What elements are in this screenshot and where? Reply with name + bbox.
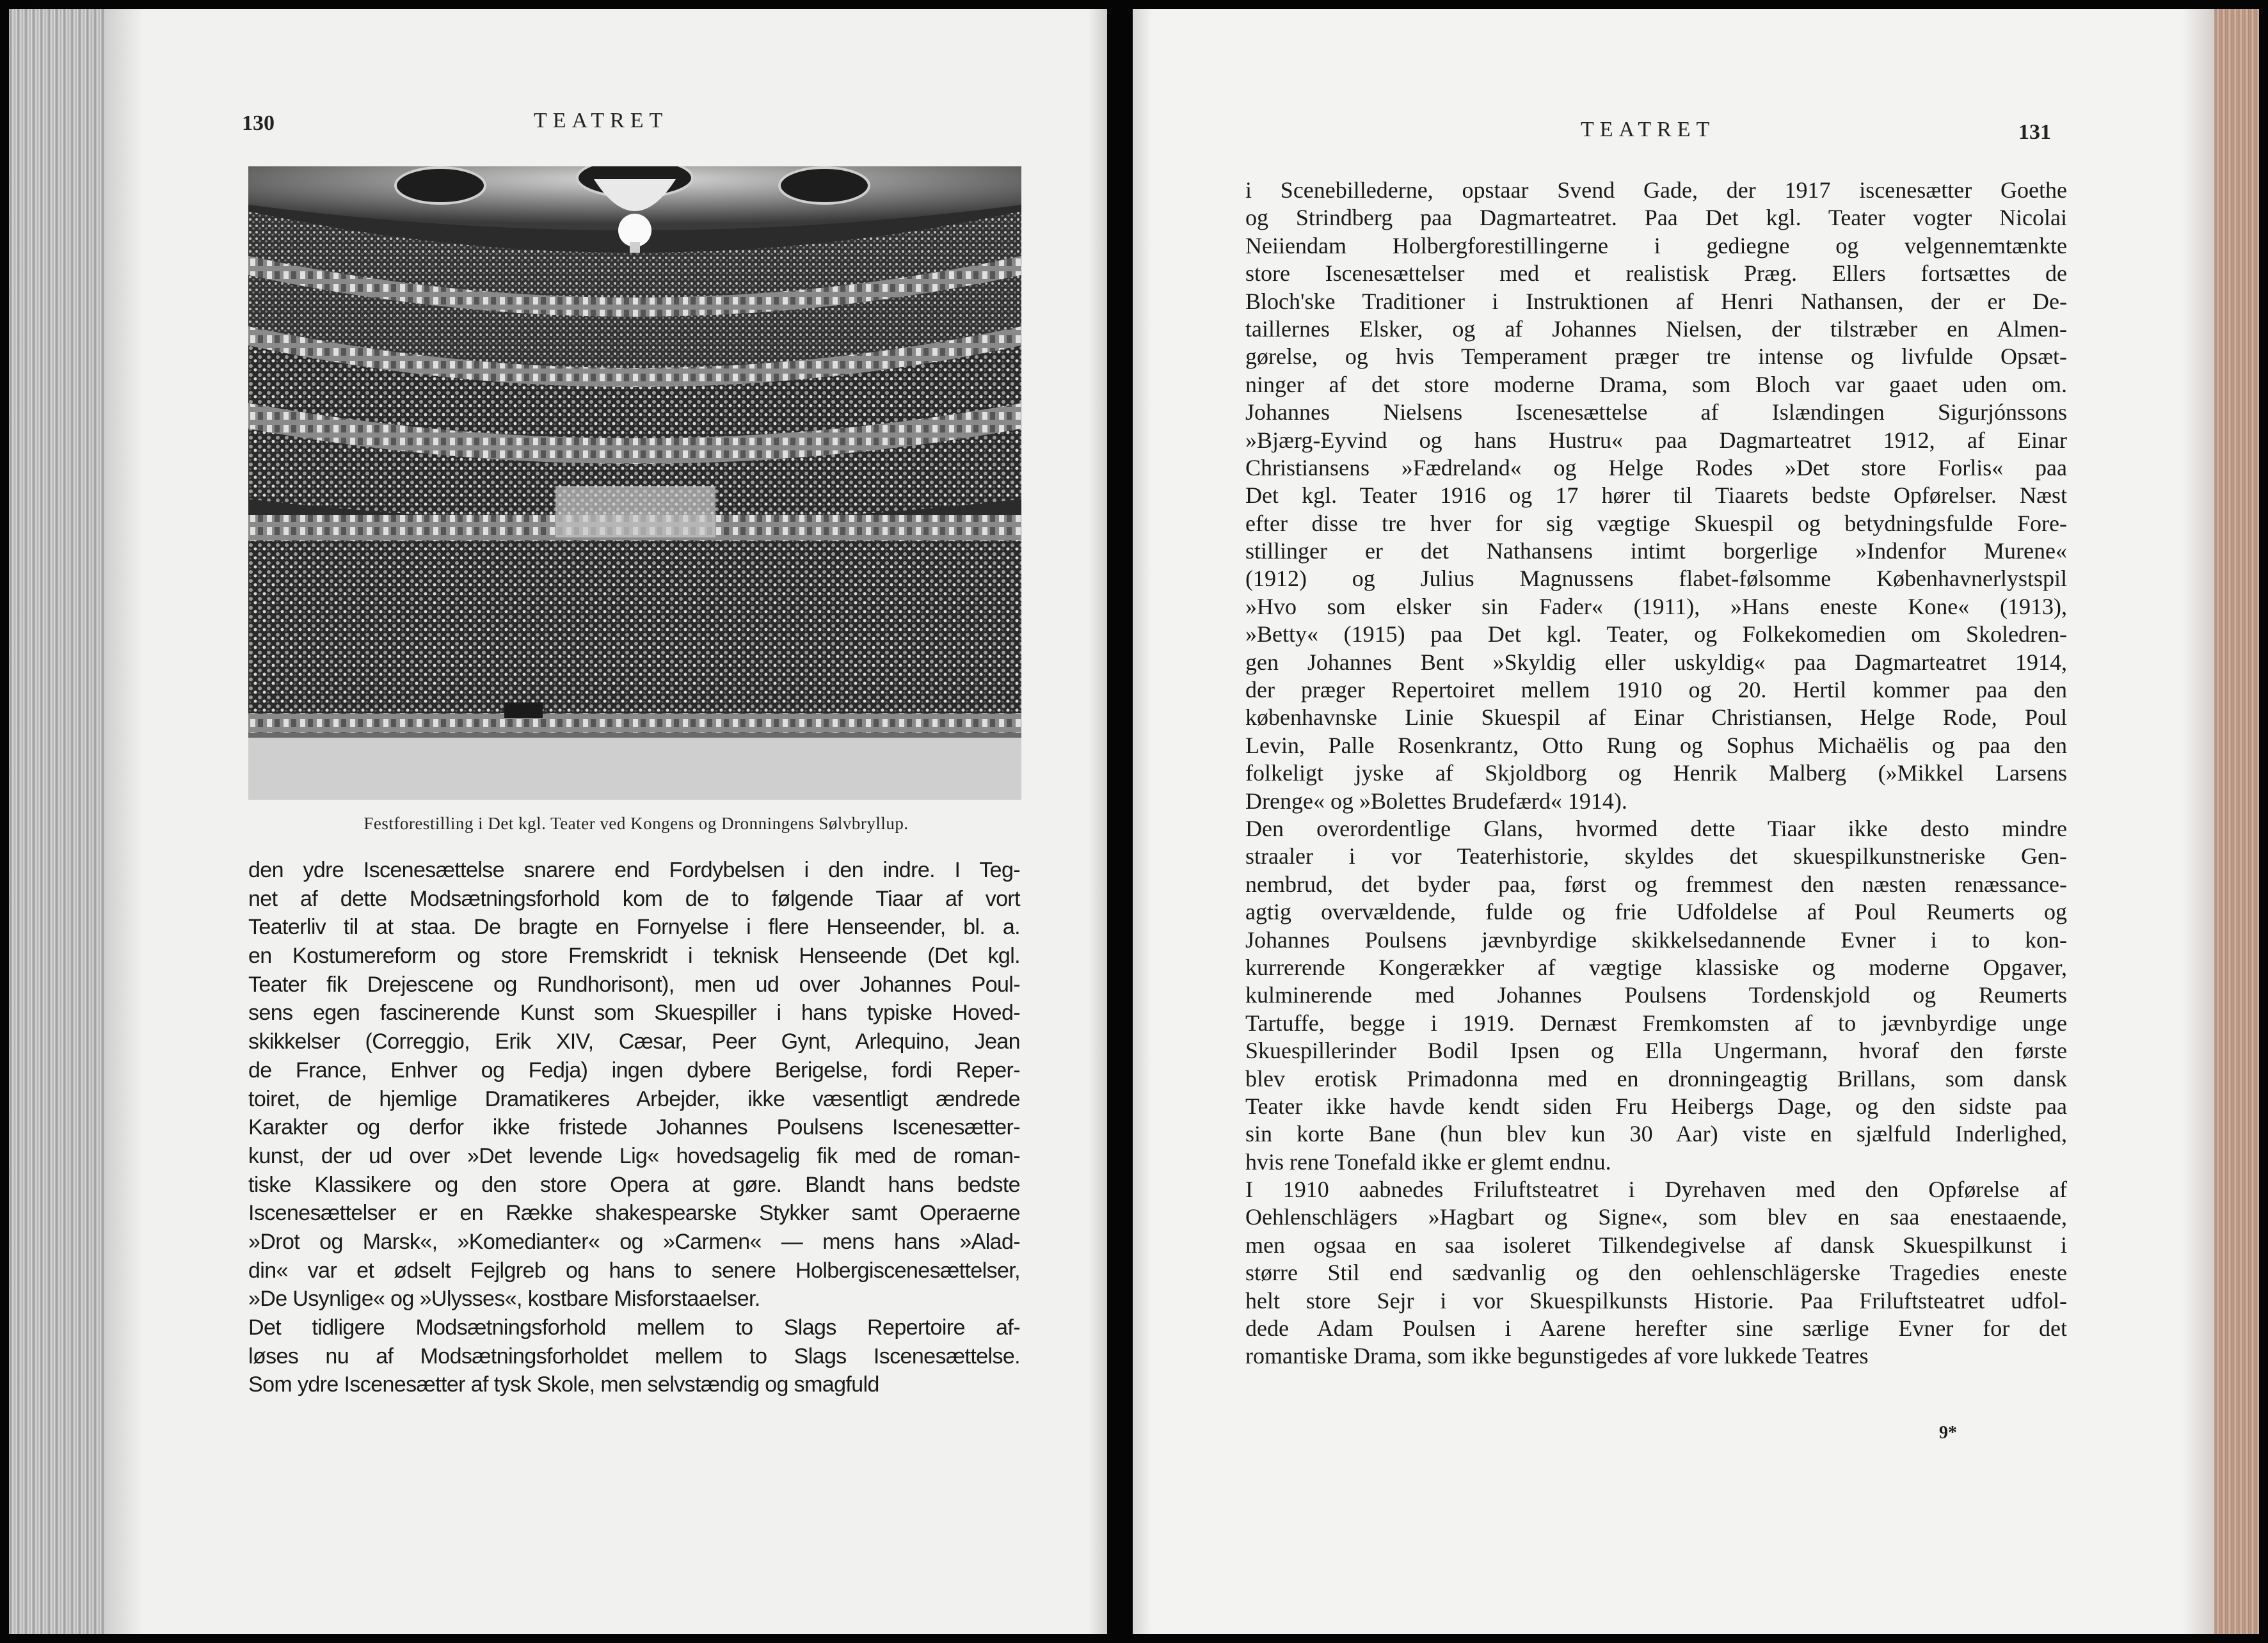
text-line: Teater ikke havde kendt siden Fru Heibergs Dage, og den sidste paa bbox=[1245, 1093, 2067, 1119]
text-line: straaler i vor Teaterhistorie, skyldes det skuespilkunstneriske Gen- bbox=[1245, 843, 2067, 869]
page-edge bbox=[2214, 9, 2259, 1634]
text-line: sens egen fascinerende Kunst som Skuespiller i hans typiske Hoved- bbox=[248, 1001, 1020, 1026]
gutter-shadow bbox=[1088, 9, 1107, 1634]
right-page bbox=[1133, 9, 2259, 1634]
text-line: toiret, de hjemlige Dramatikeres Arbejder, ikke væsentligt ændrede bbox=[248, 1086, 1020, 1111]
text-line: Neiiendam Holbergforestillingerne i gediegne og velgennemtænkte bbox=[1245, 232, 2067, 258]
text-line: i Scenebillederne, opstaar Svend Gade, der 1917 iscenesætter Goethe bbox=[1245, 177, 2067, 203]
page-number: 130 bbox=[242, 111, 275, 135]
text-line: nembrud, det byder paa, først og fremmest den næsten renæssance- bbox=[1245, 871, 2067, 897]
text-line: (1912) og Julius Magnussens flabet-følsomme Københavnerlystspil bbox=[1245, 566, 2067, 592]
text-line: kunst, der ud over »Det levende Lig« hovedsagelig fik med de roman- bbox=[248, 1143, 1020, 1168]
text-line: Tartuffe, begge i 1919. Dernæst Fremkomsten af to jævnbyrdige unge bbox=[1245, 1010, 2067, 1036]
text-line: Teaterliv til at staa. De bragte en Fornyelse i flere Henseender, bl. a. bbox=[248, 915, 1020, 940]
text-line: taillernes Elsker, og af Johannes Nielsen, der tilstræber en Almen- bbox=[1245, 315, 2067, 342]
text-line: den ydre Iscenesættelse snarere end Fordybelsen i den indre. I Teg- bbox=[248, 858, 1020, 882]
text-line: københavnske Linie Skuespil af Einar Christiansen, Helge Rode, Poul bbox=[1245, 704, 2067, 731]
text-line: Teater fik Drejescene og Rundhorisont), men ud over Johannes Poul- bbox=[248, 972, 1020, 997]
text-line: agtig overvældende, fulde og frie Udfoldelse af Poul Reumerts og bbox=[1245, 899, 2067, 925]
text-line: romantiske Drama, som ikke begunstigedes af vore lukkede Teatres bbox=[1245, 1343, 1869, 1369]
text-line: I 1910 aabnedes Friluftsteatret i Dyrehaven med den Opførelse af bbox=[1245, 1177, 2067, 1203]
page-edge bbox=[9, 9, 105, 1634]
text-line: men ogsaa en saa isoleret Tilkendegivelse af dansk Skuespilkunst i bbox=[1245, 1232, 2067, 1258]
text-line: en Kostumereform og store Fremskridt i teknisk Henseende (Det kgl. bbox=[248, 944, 1020, 969]
text-line: de France, Enhver og Fedja) ingen dybere Berigelse, fordi Reper- bbox=[248, 1058, 1020, 1083]
text-line: din« var et ødselt Fejlgreb og hans to senere Holbergiscenesættelser, bbox=[248, 1258, 1020, 1283]
text-line: Som ydre Iscenesætter af tysk Skole, men selvstændig og smagfuld bbox=[248, 1372, 879, 1397]
gutter-shadow bbox=[1133, 9, 1152, 1634]
text-line: net af dette Modsætningsforhold kom de to følgende Tiaar af vort bbox=[248, 886, 1020, 911]
text-line: kurrerende Kongerækker af vægtige klassiske og moderne Opgaver, bbox=[1245, 954, 2067, 980]
text-line: Johannes Nielsens Iscenesættelse af Islændingen Sigurjónssons bbox=[1245, 399, 2067, 425]
text-line: Drenge« og »Bolettes Brudefærd« 1914). bbox=[1245, 788, 1627, 814]
text-line: Iscenesættelser er en Række shakespearske Stykker samt Operaerne bbox=[248, 1201, 1020, 1226]
text-line: skikkelser (Correggio, Erik XIV, Cæsar, Peer Gynt, Arlequino, Jean bbox=[248, 1029, 1020, 1054]
text-line: kulminerende med Johannes Poulsens Tordenskjold og Reumerts bbox=[1245, 982, 2067, 1008]
photo-caption: Festforestilling i Det kgl. Teater ved Kongens og Dronningens Sølvbryllup. bbox=[363, 814, 909, 833]
text-line: helt store Sejr i vor Skuespilkunsts Historie. Paa Friluftsteatret udfol- bbox=[1245, 1287, 2067, 1314]
left-page bbox=[9, 9, 1107, 1634]
text-line: løses nu af Modsætningsforholdet mellem to Slags Iscenesættelse. bbox=[248, 1344, 1020, 1369]
theater-auditorium-photo bbox=[248, 166, 1021, 800]
text-line: Johannes Poulsens jævnbyrdige skikkelsedannende Evner i to kon- bbox=[1245, 926, 2067, 953]
text-line: dede Adam Poulsen i Aarene herefter sine særlige Evner for det bbox=[1245, 1315, 2067, 1342]
text-line: »Drot og Marsk«, »Komedianter« og »Carmen« — mens hans »Alad- bbox=[248, 1229, 1020, 1254]
text-line: ninger af det store moderne Drama, som Bloch var gaaet uden om. bbox=[1245, 371, 2067, 397]
text-line: Skuespillerinder Bodil Ipsen og Ella Ungermann, hvoraf den første bbox=[1245, 1038, 2067, 1064]
text-line: Det tidligere Modsætningsforhold mellem to Slags Repertoire af- bbox=[248, 1315, 1020, 1340]
page-edge-shadow bbox=[2182, 9, 2214, 1634]
running-head: TEATRET bbox=[1581, 118, 1716, 141]
text-line: Christiansens »Fædreland« og Helge Rodes »Det store Forlis« paa bbox=[1245, 454, 2067, 480]
text-line: folkeligt jyske af Skjoldborg og Henrik Malberg (»Mikkel Larsens bbox=[1245, 760, 2067, 786]
text-line: hvis rene Tonefald ikke er glemt endnu. bbox=[1245, 1148, 1611, 1175]
text-line: »Hvo som elsker sin Fader« (1911), »Hans eneste Kone« (1913), bbox=[1245, 593, 2067, 619]
text-line: større Stil end sædvanlig og den oehlenschlägerske Tragedies eneste bbox=[1245, 1260, 2067, 1286]
running-head: TEATRET bbox=[534, 109, 669, 132]
text-line: gen Johannes Bent »Skyldig eller uskyldig« paa Dagmarteatret 1914, bbox=[1245, 649, 2067, 675]
text-line: »Bjærg-Eyvind og hans Hustru« paa Dagmarteatret 1912, af Einar bbox=[1245, 427, 2067, 453]
text-line: efter disse tre hver for sig vægtige Skuespil og betydningsfulde Fore- bbox=[1245, 510, 2067, 536]
text-line: Den overordentlige Glans, hvormed dette Tiaar ikke desto mindre bbox=[1245, 815, 2067, 841]
text-line: Oehlenschlägers »Hagbart og Signe«, som blev en saa enestaaende, bbox=[1245, 1204, 2067, 1230]
signature-mark: 9* bbox=[1939, 1423, 1957, 1443]
text-line: tiske Klassikere og den store Opera at gøre. Blandt hans bedste bbox=[248, 1172, 1020, 1197]
page-number: 131 bbox=[2018, 120, 2051, 144]
text-line: »De Usynlige« og »Ulysses«, kostbare Misforstaaelser. bbox=[248, 1287, 760, 1312]
text-line: store Iscenesættelser med et realistisk Præg. Ellers fortsættes de bbox=[1245, 260, 2067, 287]
body-text bbox=[1245, 177, 2067, 1370]
body-text bbox=[248, 856, 1020, 1399]
text-line: sin korte Bane (hun blev kun 30 Aar) viste en sjælfuld Inderlighed, bbox=[1245, 1121, 2067, 1147]
text-line: stillinger er det Nathansens intimt borgerlige »Indenfor Murene« bbox=[1245, 538, 2067, 564]
text-line: gørelse, og hvis Temperament præger tre intense og livfulde Opsæt- bbox=[1245, 344, 2067, 370]
text-line: Levin, Palle Rosenkrantz, Otto Rung og Sophus Michaëlis og paa den bbox=[1245, 732, 2067, 758]
page-edge-shadow bbox=[105, 9, 143, 1634]
text-line: der præger Repertoiret mellem 1910 og 20. Hertil kommer paa den bbox=[1245, 677, 2067, 703]
text-line: blev erotisk Primadonna med en dronningeagtig Brillans, som dansk bbox=[1245, 1065, 2067, 1091]
text-line: og Strindberg paa Dagmarteatret. Paa Det kgl. Teater vogter Nicolai bbox=[1245, 205, 2067, 231]
text-line: Karakter og derfor ikke fristede Johannes Poulsens Iscenesætter- bbox=[248, 1115, 1020, 1140]
text-line: Det kgl. Teater 1916 og 17 hører til Tiaarets bedste Opførelser. Næst bbox=[1245, 482, 2067, 509]
text-line: »Betty« (1915) paa Det kgl. Teater, og Folkekomedien om Skoledren- bbox=[1245, 621, 2067, 647]
text-line: Bloch'ske Traditioner i Instruktionen af Henri Nathansen, der er De- bbox=[1245, 288, 2067, 314]
